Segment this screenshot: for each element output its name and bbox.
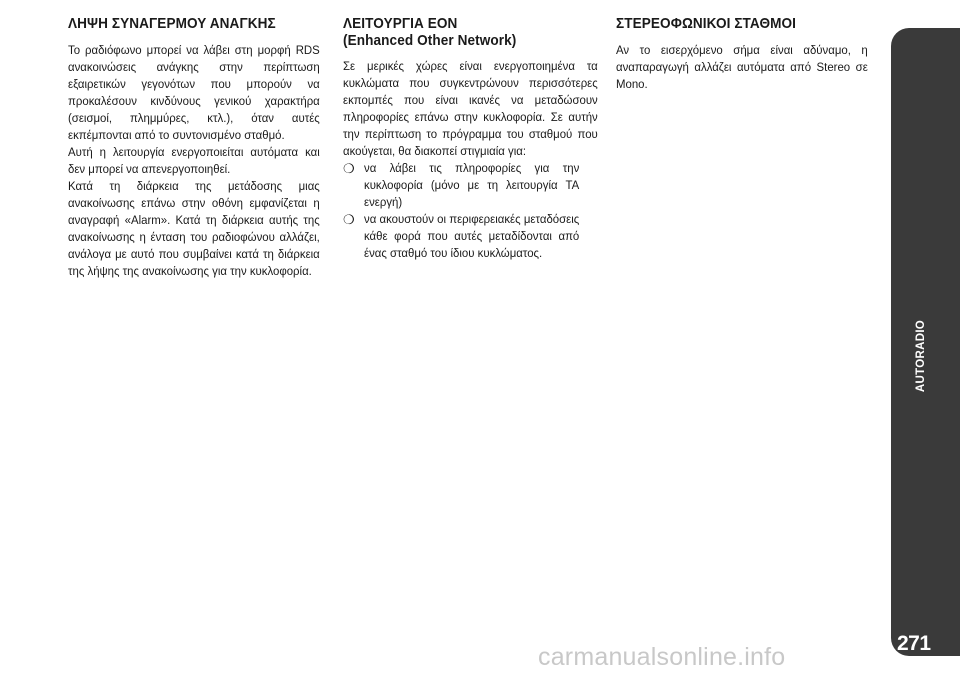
heading-eon-line1: ΛΕΙΤΟΥΡΓΙΑ EON	[343, 16, 458, 32]
page-number: 271	[897, 632, 931, 655]
heading-emergency-alarm: ΛΗΨΗ ΣΥΝΑΓΕΡΜΟΥ ΑΝΑΓΚΗΣ	[68, 16, 276, 32]
paragraph-stereo-mono: Αν το εισερχόμενο σήμα είναι αδύναμο, η αναπαραγωγή αλλάζει αυτόματα από Stereo σε Mono.	[616, 43, 868, 91]
column-emergency-alarm	[68, 16, 320, 280]
bullet-circle-icon: ❍	[343, 161, 355, 176]
bullet-text: να ακουστούν οι περιφερειακές μεταδόσεις κάθε φορά που αυτές μεταδίδονται από ένας σταθμό του ίδιου κυκλώματος.	[364, 212, 580, 260]
section-tab-label: AUTORADIO	[915, 319, 927, 393]
bullet-circle-icon: ❍	[343, 212, 355, 227]
watermark: carmanualsonline.info	[538, 643, 786, 671]
paragraph-rds-alarm: Το ραδιόφωνο μπορεί να λάβει στη μορφή RDS ανακοινώσεις ανάγκης στην περίπτωση εξαιρετικών γεγονότων που μπορούν να προκαλέσουν κινδύνους γενικού χαρακτήρα (σεισμοί, πλημμύρες, κτλ.), όταν αυτές εκπέμπονται από το συντονισμένο σταθμό.	[68, 43, 320, 142]
heading-stereo: ΣΤΕΡΕΟΦΩΝΙΚΟΙ ΣΤΑΘΜΟΙ	[616, 16, 797, 32]
column-stereo	[616, 16, 868, 93]
paragraph-alarm-display: Κατά τη διάρκεια της μετάδοσης μιας ανακοίνωσης επάνω στην οθόνη εμφανίζεται η αναγραφή «Alarm». Κατά τη διάρκεια αυτής της ανακοίνωσης η ένταση του ραδιοφώνου αλλάζει, ανάλογα με αυτό που συμβαίνει κατά τη διάρκεια της λήψης της ανακοίνωσης για την κυκλοφορία.	[68, 179, 320, 278]
heading-eon	[343, 16, 580, 50]
heading-eon-line2: (Enhanced Other Network)	[343, 33, 517, 49]
list-item	[343, 211, 598, 262]
bullet-text: να λάβει τις πληροφορίες για την κυκλοφορία (μόνο με τη λειτουργία TA ενεργή)	[364, 161, 580, 209]
paragraph-auto-activation: Αυτή η λειτουργία ενεργοποιείται αυτόματα και δεν μπορεί να απενεργοποιηθεί.	[68, 145, 320, 176]
paragraph-eon-intro: Σε μερικές χώρες είναι ενεργοποιημένα τα κυκλώματα που συγκεντρώνουν περισσότερες εκπομπές που είναι ικανές να μεταδώσουν πληροφορίες επάνω στην κυκλοφορία. Σε αυτήν την περίπτωση το πρόγραμμα του σταθμού που ακούγεται, θα διακοπεί στιγμιαία για:	[343, 59, 598, 158]
column-eon	[343, 16, 598, 262]
list-item	[343, 160, 598, 211]
